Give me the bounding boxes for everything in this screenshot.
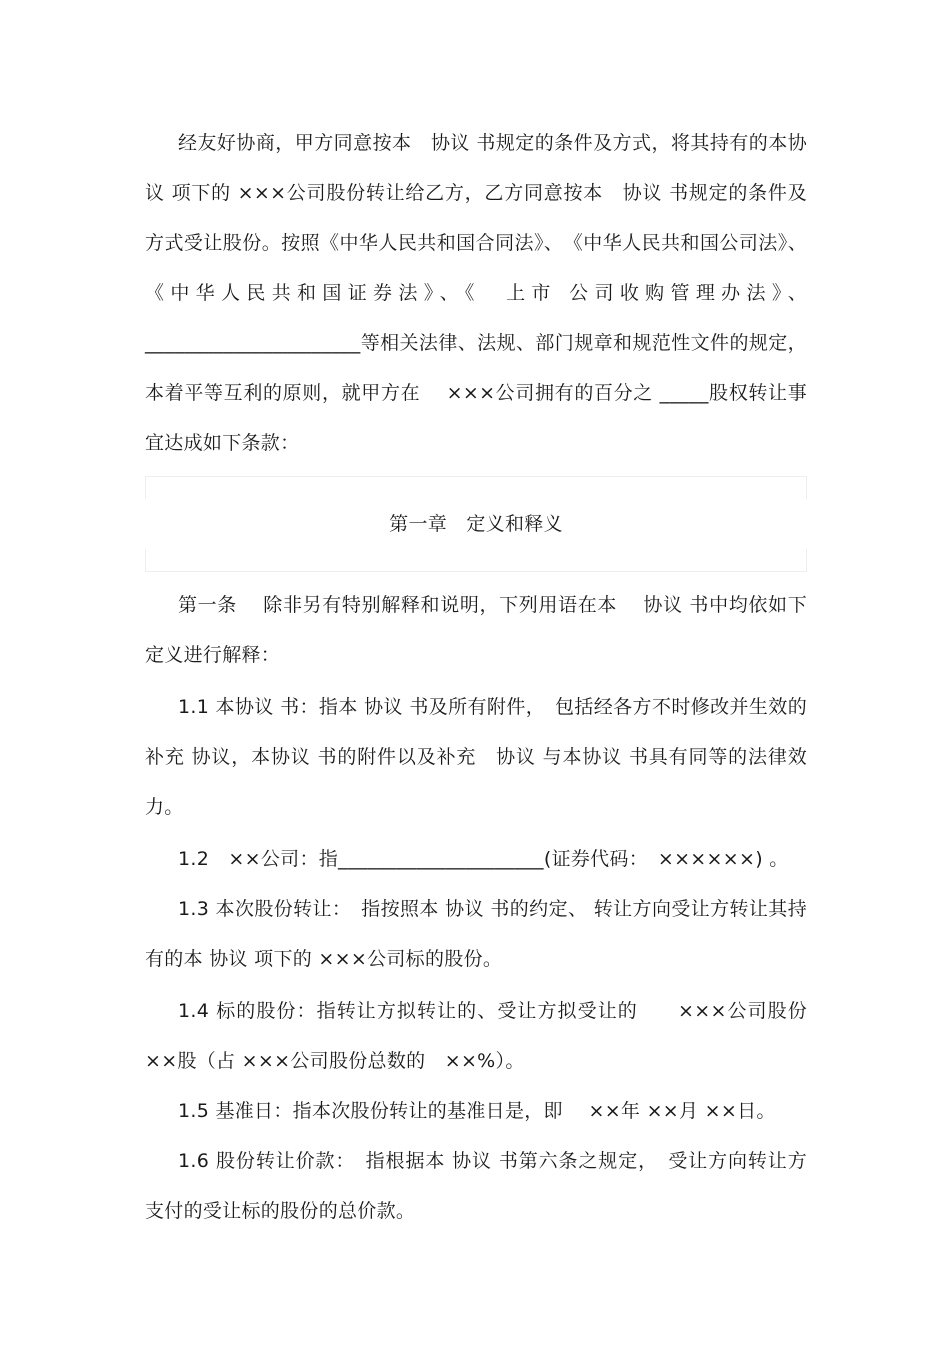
definition-item-1-5: 1.5 基准日：指本次股份转让的基准日是，即 ××年 ××月 ××日。 xyxy=(178,1100,776,1122)
definition-item-1-2: 1.2 ××公司：指_____________________(证券代码： ××××××) 。 xyxy=(178,848,789,870)
definition-item-1-6: 1.6 股份转让价款： 指根据本 协议 书第六条之规定， 受让方向转让方支付的受让标的股份的总价款。 xyxy=(145,1150,807,1222)
document-body xyxy=(145,118,807,1236)
chapter-frame-bottom xyxy=(145,549,807,572)
definition-item-1-1: 1.1 本协议 书：指本 协议 书及所有附件， 包括经各方不时修改并生效的补充 协议，本协议 书的附件以及补充 协议 与本协议 书具有同等的法律效力。 xyxy=(145,696,807,818)
chapter-title: 第一章 定义和释义 xyxy=(389,513,563,535)
chapter-frame-top xyxy=(145,476,807,499)
intro-paragraph: 经友好协商，甲方同意按本 协议 书规定的条件及方式，将其持有的本协议 项下的 ×××公司股份转让给乙方，乙方同意按本 协议 书规定的条件及方式受让股份。按照《中华人民共和国合同法》、 《中华人民共和国公司法》、《中华人民共和国证券法》、《 上市 公司收购管理办法》、______________________等相关法律、法规、部门规章和规范性文件的规定，本着平等互利的原则，就甲方在 ×××公司拥有的百分之 _____股权转让事宜达成如下条款： xyxy=(145,132,807,454)
definition-item-1-4: 1.4 标的股份：指转让方拟转让的、受让方拟受让的 ×××公司股份 ××股（占 ×××公司股份总数的 ××%）。 xyxy=(145,1000,807,1072)
definition-item-1-3: 1.3 本次股份转让： 指按照本 协议 书的约定、 转让方向受让方转让其持有的本 协议 项下的 ×××公司标的股份。 xyxy=(145,898,807,970)
article-1-paragraph: 第一条 除非另有特别解释和说明，下列用语在本 协议 书中均依如下定义进行解释： xyxy=(145,594,807,666)
